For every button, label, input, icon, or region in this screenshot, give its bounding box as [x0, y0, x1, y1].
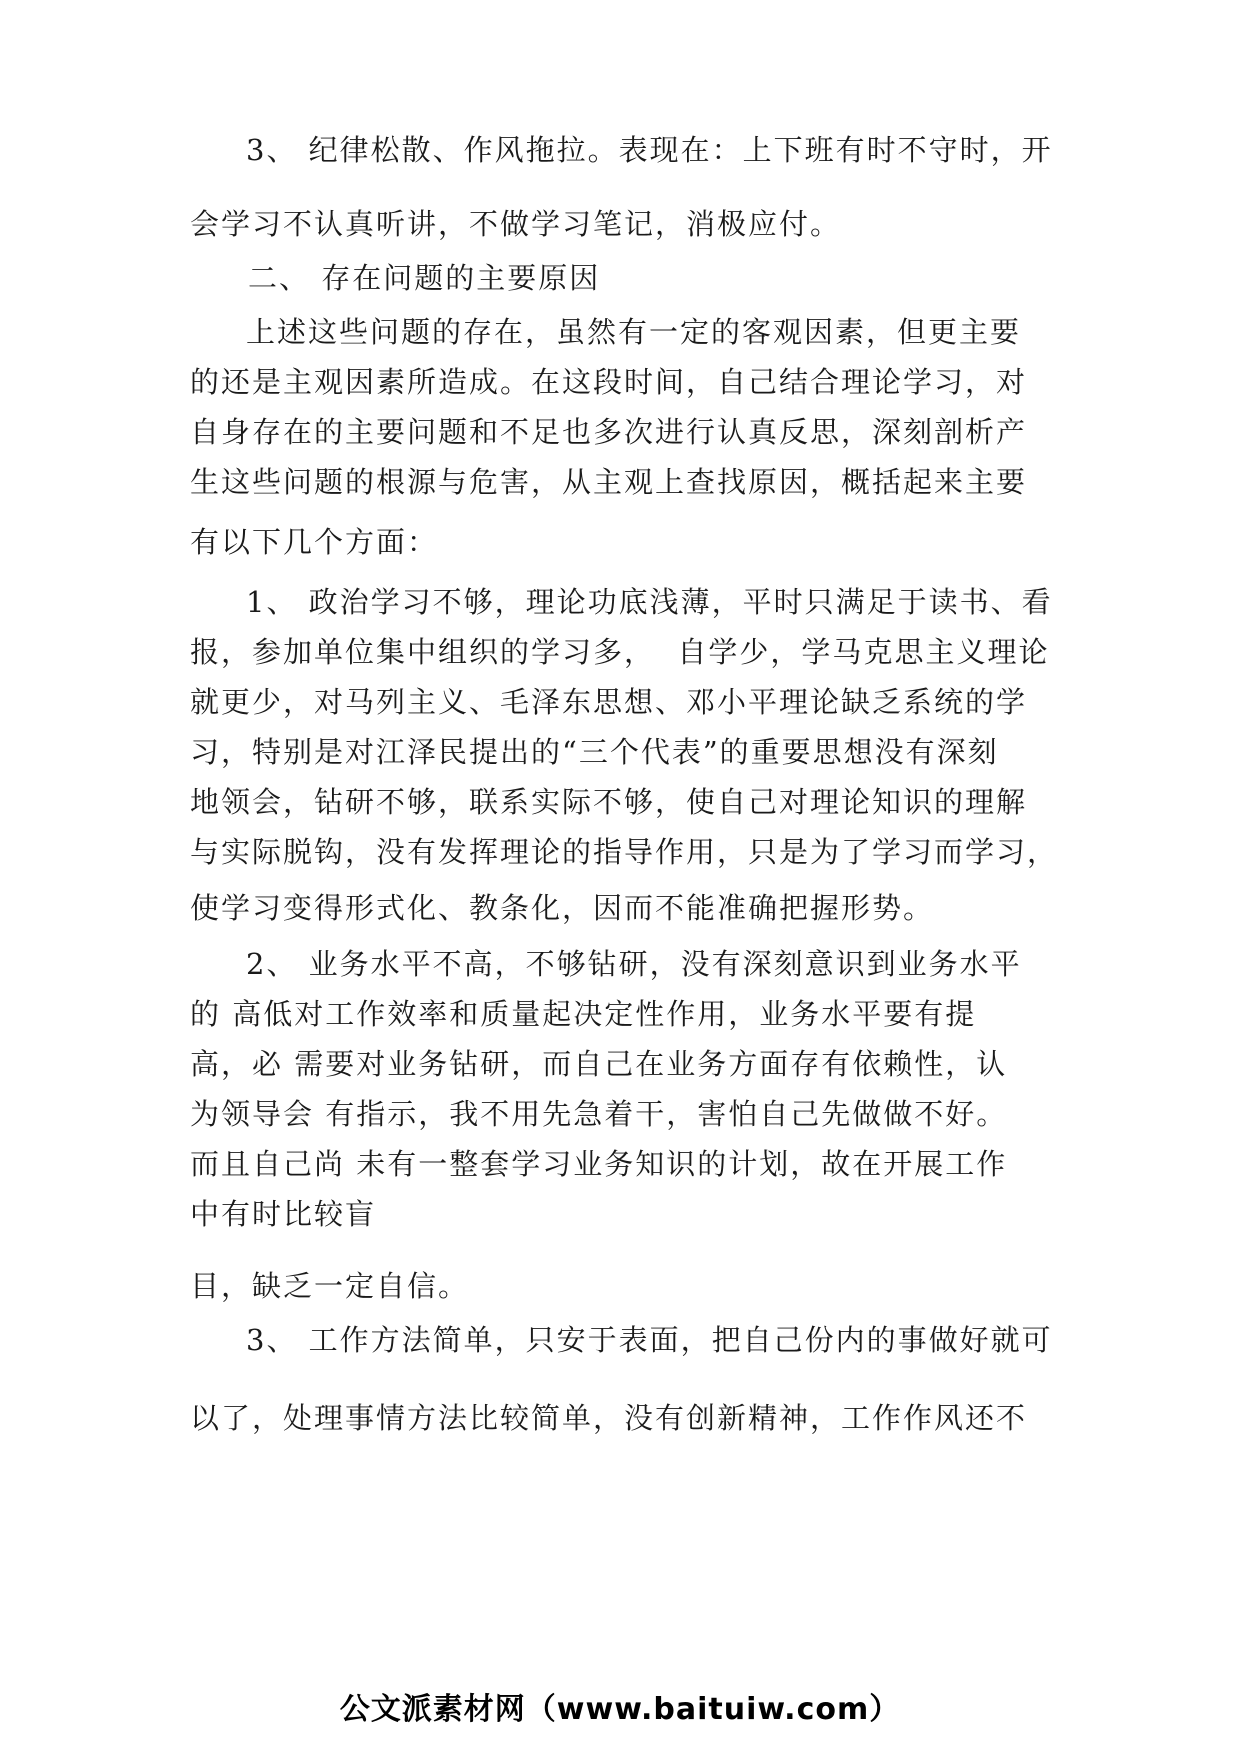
- paragraph-line: 就更少，对马列主义、毛泽东思想、邓小平理论缺乏系统的学: [190, 685, 1028, 719]
- section-heading: 二、 存在问题的主要原因: [248, 261, 601, 295]
- paragraph-line: 有以下几个方面：: [190, 525, 439, 559]
- paragraph-line: 为领导会 有指示，我不用先急着干，害怕自己先做做不好。: [190, 1097, 1008, 1131]
- paragraph-line: 使学习变得形式化、教条化，因而不能准确把握形势。: [190, 891, 935, 925]
- paragraph-line: 以了，处理事情方法比较简单，没有创新精神，工作作风还不: [190, 1401, 1028, 1435]
- site-watermark-footer: 公文派素材网（www.baituiw.com）: [339, 1692, 901, 1727]
- paragraph-line: 1、 政治学习不够，理论功底浅薄，平时只满足于读书、看: [246, 585, 1053, 619]
- paragraph-line: 的还是主观因素所造成。在这段时间，自己结合理论学习，对: [190, 365, 1028, 399]
- paragraph-line: 报，参加单位集中组织的学习多， 自学少，学马克思主义理论: [190, 635, 1050, 669]
- paragraph-line: 3、 纪律松散、作风拖拉。表现在：上下班有时不守时，开: [246, 133, 1053, 167]
- paragraph-line: 2、 业务水平不高，不够钻研，没有深刻意识到业务水平: [246, 947, 1022, 981]
- paragraph-line: 的 高低对工作效率和质量起决定性作用，业务水平要有提: [190, 997, 977, 1031]
- paragraph-line: 会学习不认真听讲，不做学习笔记，消极应付。: [190, 207, 842, 241]
- paragraph-line: 而且自己尚 未有一整套学习业务知识的计划，故在开展工作: [190, 1147, 1008, 1181]
- paragraph-line: 中有时比较盲: [190, 1197, 377, 1231]
- paragraph-line: 上述这些问题的存在，虽然有一定的客观因素，但更主要: [246, 315, 1022, 349]
- paragraph-line: 3、 工作方法简单，只安于表面，把自己份内的事做好就可: [246, 1323, 1053, 1357]
- paragraph-line: 高，必 需要对业务钻研，而自己在业务方面存有依赖性，认: [190, 1047, 1008, 1081]
- paragraph-line: 与实际脱钩，没有发挥理论的指导作用，只是为了学习而学习，: [190, 835, 1059, 869]
- paragraph-line: 目，缺乏一定自信。: [190, 1269, 470, 1303]
- paragraph-line: 自身存在的主要问题和不足也多次进行认真反思，深刻剖析产: [190, 415, 1028, 449]
- paragraph-line: 生这些问题的根源与危害，从主观上查找原因，概括起来主要: [190, 465, 1028, 499]
- paragraph-line: 地领会，钻研不够，联系实际不够，使自己对理论知识的理解: [190, 785, 1028, 819]
- paragraph-line: 习，特别是对江泽民提出的“三个代表”的重要思想没有深刻: [190, 735, 999, 769]
